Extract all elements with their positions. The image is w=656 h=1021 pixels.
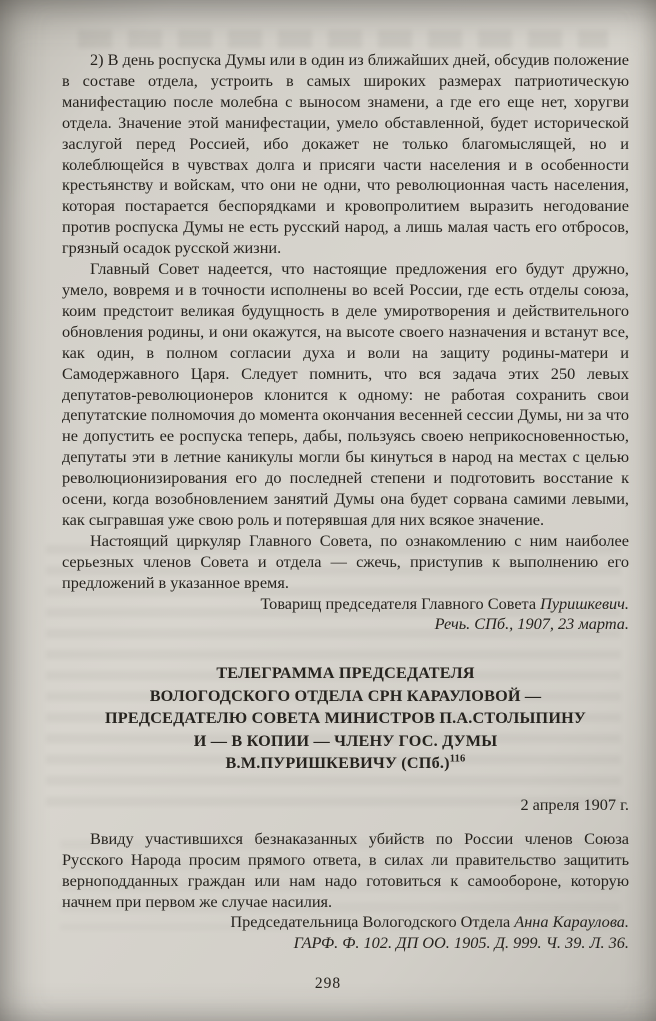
page-number: 298 <box>314 975 342 992</box>
signature-name-karaulova: Анна Караулова. <box>514 912 629 932</box>
telegram-heading-line-1: ТЕЛЕГРАММА ПРЕДСЕДАТЕЛЯ <box>216 664 475 683</box>
bleed-through-top <box>78 30 608 48</box>
page-content <box>62 50 629 954</box>
signature-line-karaulova <box>62 912 629 933</box>
paragraph-circular-item2: 2) В день роспуска Думы или в один из ближайших дней, обсудив положение в составе отдела, устроить в самых широких размерах патриотическую манифестацию после молебна с выносом знамени, а где его еще нет, хоругви отдела. Значение этой манифестации, умело обставленной, будет исторической заслугой перед Россией, ибо докажет не только благомыслящей, но и колеблющейся в чувствах долга и присяги части населения и в особенности крестьянству и войскам, что они не одни, что революционная часть населения, которая постарается беспорядками и кровопролитием выразить негодование против роспуска Думы не есть русский народ, а лишь малая часть его отбросов, грязный осадок русской жизни. <box>62 50 629 258</box>
paragraph-main-council-hopes: Главный Совет надеется, что настоящие предложения его будут дружно, умело, вовремя и в точности исполнены во всей России, где есть отделы союза, коим предстоит великая будущность в деле умиротворения и действительного обновления родины, и они окажутся, на высоте своего назначения и встанут все, как один, в полном согласии духа и воли на защиту родины-матери и Самодержавного Царя. Следует помнить, что вся задача этих 250 левых депутатов-революционеров клонится к одному: не работая сохранить свои депутатские полномочия до момента окончания весенней сессии Думы, ни за что не допустить ее роспуска теперь, дабы, пользуясь своею неприкосновенностью, депутаты эти в летние каникулы могли бы кинуться в народ на местах с целью революционизирования его до последней степени и подготовить восстание к осени, когда возобновлением занятий Думы она будет сорвана самими левыми, как сыгравшая уже свою роль и потерявшая для них всякое значение. <box>62 259 629 529</box>
signature-role-text: Товарищ председателя Главного Совета <box>260 593 541 613</box>
source-citation-garf: ГАРФ. Ф. 102. ДП ОО. 1905. Д. 999. Ч. 39. Л. 36. <box>293 933 629 953</box>
telegram-date: 2 апреля 1907 г. <box>520 794 629 814</box>
telegram-heading <box>72 662 619 775</box>
telegram-heading-line-5 <box>72 752 619 775</box>
telegram-heading-line-2: ВОЛОГОДСКОГО ОТДЕЛА СРН КАРАУЛОВОЙ — <box>149 686 542 705</box>
paragraph-burn-circular: Настоящий циркуляр Главного Совета, по ознакомлению с ним наиболее серьезных членов Совета и отдела — сжечь, приступив к выполнению его предложений в указанное время. <box>62 530 629 592</box>
telegram-heading-line-4: И — В КОПИИ — ЧЛЕНУ ГОС. ДУМЫ <box>193 731 498 750</box>
paragraph-telegram-body: Ввиду участившихся безнаказанных убийств по России членов Союза Русского Народа просим прямого ответа, в силах ли правительство защитить верноподданных граждан или нам надо готовиться к самообороне, которую начнем при первом же случае насилия. <box>62 828 629 911</box>
signature-line-purishkevich <box>62 594 629 615</box>
telegram-heading-addressee: В.М.ПУРИШКЕВИЧУ (СПб.) <box>225 754 450 773</box>
footnote-marker: 116 <box>449 753 466 765</box>
telegram-heading-line-3: ПРЕДСЕДАТЕЛЮ СОВЕТА МИНИСТРОВ П.А.СТОЛЫПИНУ <box>104 709 587 728</box>
source-citation-rech: Речь. СПб., 1907, 23 марта. <box>434 614 629 634</box>
signature-role-text-karaulova: Председательница Вологодского Отдела <box>230 912 515 932</box>
signature-name-purishkevich: Пуришкевич. <box>540 593 629 613</box>
